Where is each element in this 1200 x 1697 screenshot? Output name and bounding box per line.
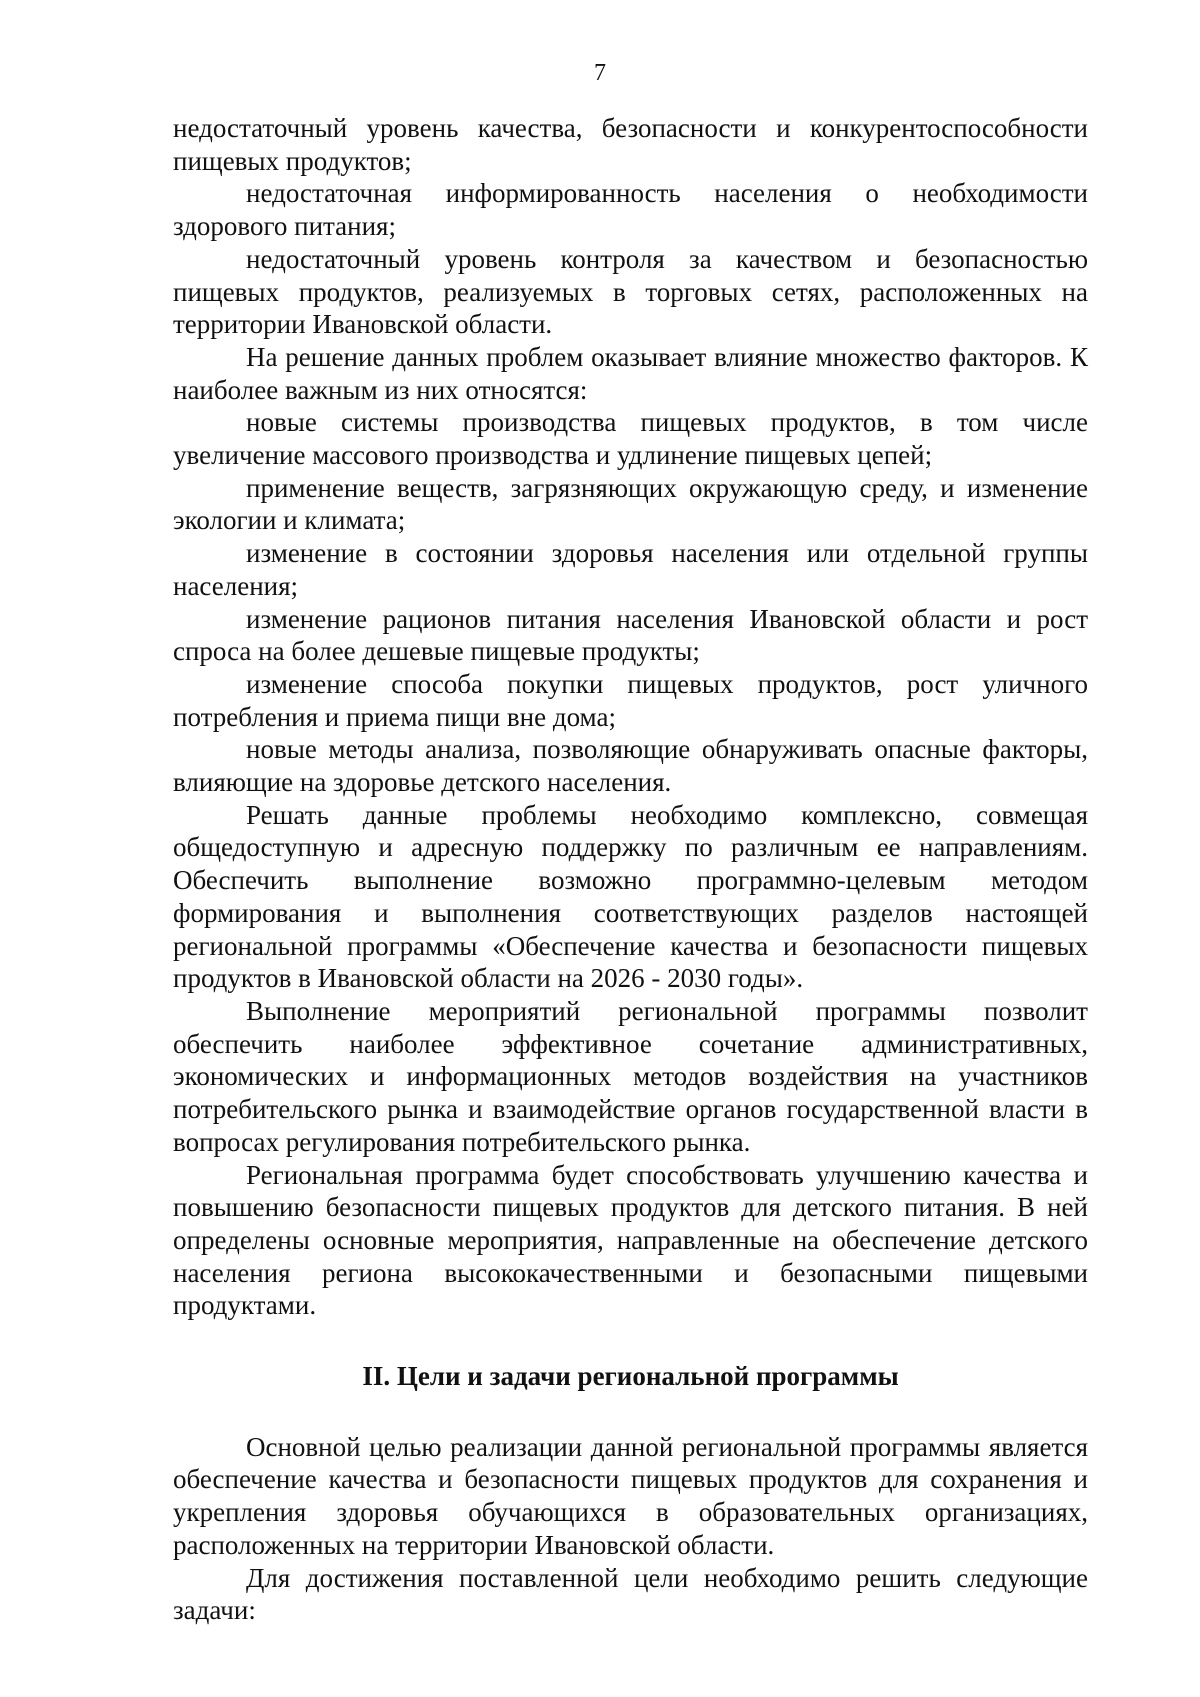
paragraph: новые системы производства пищевых продуктов, в том числе увеличение массового производства и удлинение пищевых цепей;: [173, 407, 1088, 471]
paragraph: новые методы анализа, позволяющие обнаруживать опасные факторы, влияющие на здоровье детского населения.: [173, 734, 1088, 798]
paragraph: недостаточный уровень качества, безопасности и конкурентоспособности пищевых продуктов;: [173, 113, 1088, 176]
paragraph: Основной целью реализации данной региональной программы является обеспечение качества и безопасности пищевых продуктов для сохранения и укрепления здоровья обучающихся в образовательных организациях, расположенных на территории Ивановской области.: [173, 1431, 1088, 1560]
paragraph: недостаточная информированность населения о необходимости здорового питания;: [173, 178, 1088, 242]
document-body: [173, 112, 1088, 1627]
paragraph: Региональная программа будет способствовать улучшению качества и повышению безопасности пищевых продуктов для детского питания. В ней определены основные мероприятия, направленные на обеспечение детского населения региона высококачественными и безопасными пищевыми продуктами.: [173, 1159, 1088, 1321]
paragraph: Для достижения поставленной цели необходимо решить следующие задачи:: [173, 1562, 1088, 1626]
paragraph: изменение рационов питания населения Ивановской области и рост спроса на более дешевые пищевые продукты;: [173, 603, 1088, 667]
paragraph: На решение данных проблем оказывает влияние множество факторов. К наиболее важным из них относятся:: [173, 341, 1088, 405]
paragraph: недостаточный уровень контроля за качеством и безопасностью пищевых продуктов, реализуемых в торговых сетях, расположенных на территории Ивановской области.: [173, 243, 1088, 340]
section-heading: II. Цели и задачи региональной программы: [362, 1361, 899, 1392]
paragraph: Решать данные проблемы необходимо комплексно, совмещая общедоступную и адресную поддержку по различным ее направлениям. Обеспечить выполнение возможно программно-целевым методом формирования и выполнения соответствующих разделов настоящей региональной программы «Обеспечение качества и безопасности пищевых продуктов в Ивановской области на 2026 - 2030 годы».: [173, 799, 1088, 994]
paragraph: изменение в состоянии здоровья населения или отдельной группы населения;: [173, 538, 1088, 601]
page-number: 7: [594, 60, 606, 86]
paragraph: Выполнение мероприятий региональной программы позволит обеспечить наиболее эффективное сочетание административных, экономических и информационных методов воздействия на участников потребительского рынка и взаимодействие органов государственной власти в вопросах регулирования потребительского рынка.: [173, 995, 1088, 1157]
paragraph: применение веществ, загрязняющих окружающую среду, и изменение экологии и климата;: [173, 472, 1088, 536]
paragraph: изменение способа покупки пищевых продуктов, рост уличного потребления и приема пищи вне дома;: [173, 668, 1088, 732]
